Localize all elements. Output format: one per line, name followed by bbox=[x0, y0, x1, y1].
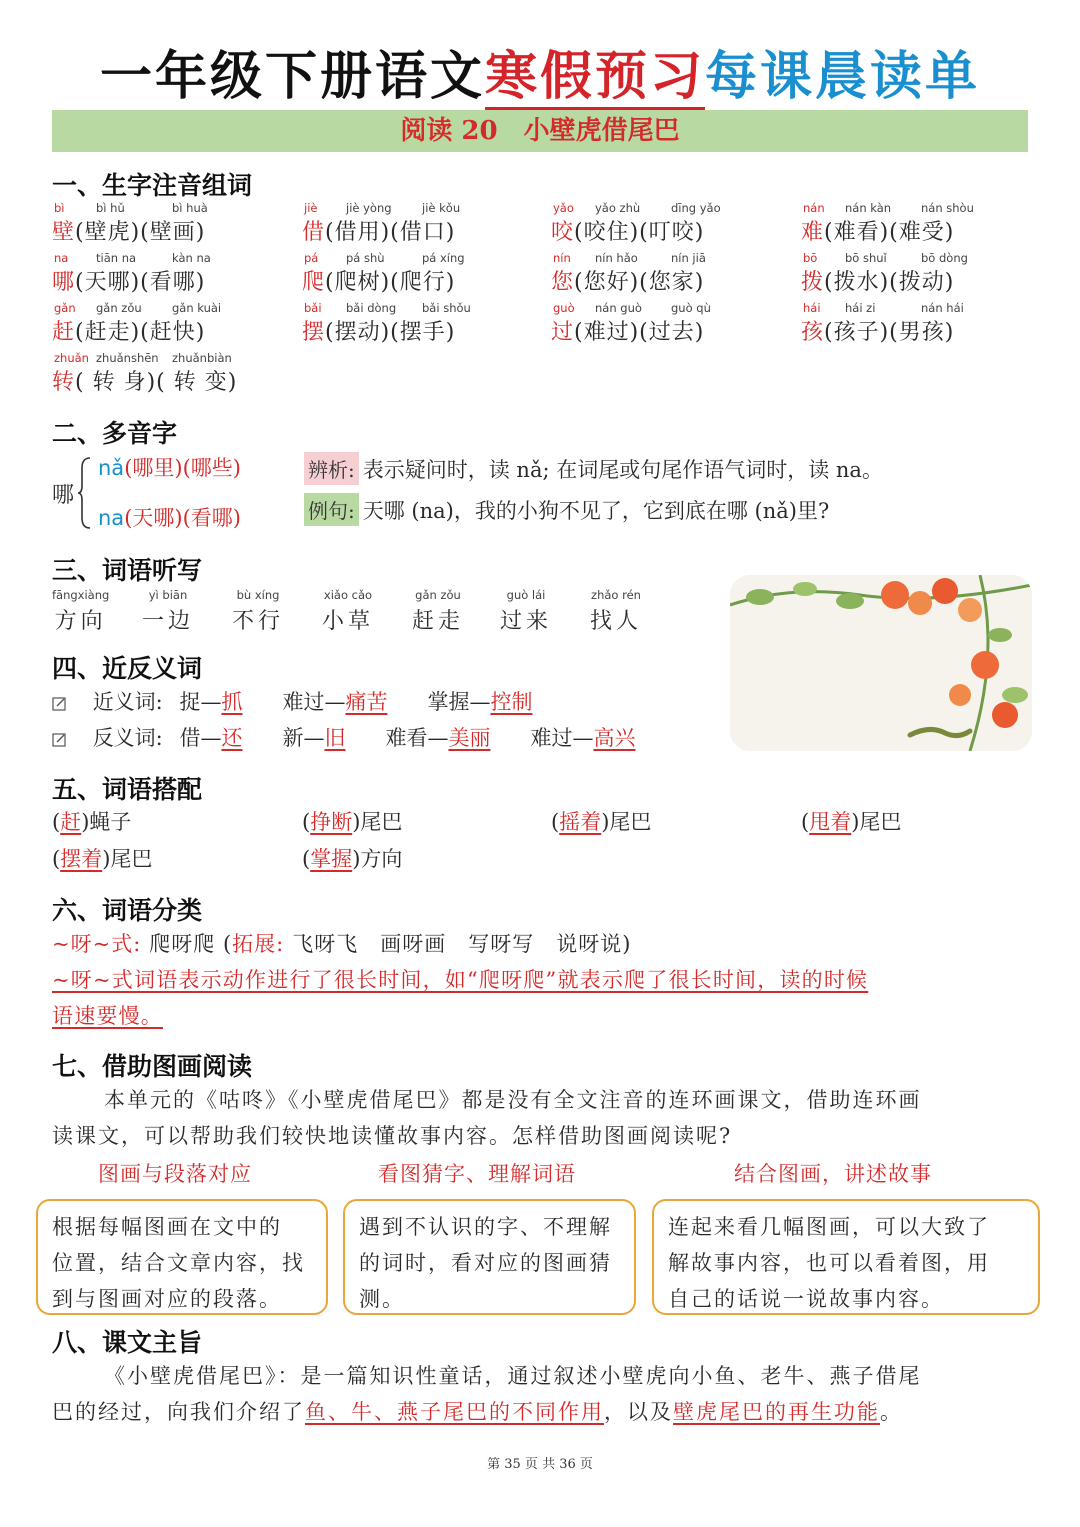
new-char: 借 bbox=[302, 220, 326, 245]
pinyin-text: bì bbox=[54, 201, 65, 215]
dictation-pinyin: fāngxiàng bbox=[52, 588, 110, 602]
box-line: 解故事内容，也可以看着图，用 bbox=[668, 1251, 990, 1275]
dictation-word bbox=[322, 588, 374, 635]
word-answer: 痛苦 bbox=[345, 690, 388, 714]
word-pair: (赶走)(赶快) bbox=[75, 320, 206, 345]
theme-line-1: 《小壁虎借尾巴》：是一篇知识性童话，通过叙述小壁虎向小鱼、老牛、燕子借尾 bbox=[104, 1364, 922, 1388]
theme-highlight-1: 鱼、牛、燕子尾巴的不同作用 bbox=[305, 1400, 604, 1424]
collocation-item bbox=[302, 843, 402, 873]
collocation-item bbox=[801, 806, 901, 836]
word-base: 掌握— bbox=[427, 690, 491, 714]
pinyin-text: yǎo bbox=[553, 201, 574, 215]
word-pair: (咬住)(叮咬) bbox=[574, 220, 705, 245]
dictation-hanzi: 找人 bbox=[590, 609, 643, 634]
pinyin-row bbox=[302, 201, 552, 215]
char-words bbox=[801, 315, 1051, 346]
word-pair: ( 转 身)( 转 变) bbox=[75, 370, 238, 395]
theme-text: 。 bbox=[880, 1400, 903, 1424]
pinyin-row bbox=[52, 201, 302, 215]
word-base: 捉— bbox=[179, 690, 222, 714]
dictation-hanzi: 过来 bbox=[500, 609, 553, 634]
char-entry bbox=[551, 301, 801, 351]
classification-line-2: ~呀~式词语表示动作进行了很长时间，如“爬呀爬”就表示爬了很长时间，读的时候 bbox=[52, 968, 869, 992]
pinyin-text: bō dòng bbox=[921, 251, 968, 265]
pinyin-row bbox=[52, 251, 302, 265]
dictation-hanzi: 小草 bbox=[322, 609, 375, 634]
word-pair: (借用)(借口) bbox=[325, 220, 456, 245]
theme-line-2 bbox=[52, 1394, 903, 1430]
pinyin-text: pá xíng bbox=[422, 251, 465, 265]
char-entry bbox=[52, 301, 302, 351]
section3-heading: 三、词语听写 bbox=[52, 556, 203, 585]
picture-reading-para-2: 读课文，可以帮助我们较快地读懂故事内容。怎样借助图画阅读呢? bbox=[52, 1124, 733, 1148]
pinyin-text: na bbox=[54, 251, 69, 265]
pinyin-row bbox=[551, 251, 801, 265]
dictation-hanzi: 方向 bbox=[54, 609, 107, 634]
dictation-pinyin: gǎn zǒu bbox=[415, 588, 461, 602]
char-words bbox=[52, 265, 302, 296]
pinyin-text: nán bbox=[803, 201, 825, 215]
char-words bbox=[302, 315, 552, 346]
word-pair: (孩子)(男孩) bbox=[824, 320, 955, 345]
title-part-preview: 寒假预习 bbox=[485, 47, 705, 112]
pinyin-text: hái bbox=[803, 301, 821, 315]
collocation-answer: 赶 bbox=[60, 810, 82, 834]
pinyin-text: nín hǎo bbox=[595, 251, 638, 265]
word-answer: 高兴 bbox=[593, 726, 636, 750]
pattern-label: ~呀~式: bbox=[52, 932, 142, 956]
dictation-word bbox=[142, 588, 194, 635]
word-pair: (壁虎)(壁画) bbox=[75, 220, 206, 245]
note-icon bbox=[52, 696, 68, 712]
word-pair bbox=[385, 726, 490, 750]
dictation-pinyin: xiǎo cǎo bbox=[323, 588, 373, 602]
word-pair: (爬树)(爬行) bbox=[325, 270, 456, 295]
extension-label: 拓展: bbox=[232, 932, 285, 956]
method-3: 结合图画，讲述故事 bbox=[734, 1162, 932, 1186]
page-title bbox=[0, 34, 1080, 109]
collocation-answer: 摆着 bbox=[60, 847, 103, 871]
analysis-tag: 辨析: bbox=[304, 452, 359, 485]
pinyin-text: kàn na bbox=[172, 251, 211, 265]
collocation-item bbox=[551, 806, 651, 836]
synonym-list bbox=[169, 690, 532, 714]
char-entry bbox=[52, 201, 302, 251]
char-words bbox=[302, 215, 552, 246]
collocation-noun: 尾巴 bbox=[859, 810, 902, 834]
char-entry bbox=[302, 301, 552, 351]
word-base: 难看— bbox=[385, 726, 449, 750]
new-char: 壁 bbox=[52, 220, 76, 245]
section7-heading: 七、借助图画阅读 bbox=[52, 1052, 253, 1081]
pinyin-text: nán kàn bbox=[845, 201, 892, 215]
pinyin-text: nín jiā bbox=[671, 251, 706, 265]
dictation-pinyin: bù xíng bbox=[236, 588, 280, 602]
dictation-word bbox=[52, 588, 109, 635]
collocation-answer: 甩着 bbox=[809, 810, 852, 834]
word-pair: (难过)(过去) bbox=[574, 320, 705, 345]
theme-highlight-2: 壁虎尾巴的再生功能 bbox=[673, 1400, 880, 1424]
paren: ) bbox=[851, 810, 860, 834]
section5-heading: 五、词语搭配 bbox=[52, 775, 203, 804]
box-line: 位置，结合文章内容，找 bbox=[52, 1251, 305, 1275]
word-pair bbox=[179, 690, 242, 714]
char-entry bbox=[551, 251, 801, 301]
section1-heading: 一、生字注音组词 bbox=[52, 171, 253, 200]
word-pair bbox=[179, 726, 242, 750]
box-line: 到与图画对应的段落。 bbox=[52, 1287, 282, 1311]
char-words bbox=[551, 265, 801, 296]
word-pair bbox=[530, 726, 635, 750]
pinyin-text: zhuǎnbiàn bbox=[172, 351, 232, 365]
polyphone-reading-2 bbox=[98, 502, 241, 532]
dictation-word bbox=[412, 588, 464, 635]
paren: ) bbox=[352, 810, 361, 834]
collocation-noun: 尾巴 bbox=[609, 810, 652, 834]
pinyin-text: nán shòu bbox=[921, 201, 974, 215]
char-words bbox=[551, 315, 801, 346]
char-entry bbox=[302, 251, 552, 301]
example-tag: 例句: bbox=[304, 493, 359, 526]
paren: ) bbox=[352, 847, 361, 871]
pinyin-text: tiān na bbox=[96, 251, 137, 265]
pinyin-text: nán guò bbox=[595, 301, 642, 315]
pinyin-row bbox=[801, 251, 1051, 265]
antonym-list bbox=[169, 726, 635, 750]
paren: ( bbox=[302, 810, 311, 834]
pinyin-text: gǎn zǒu bbox=[96, 301, 142, 315]
new-char: 孩 bbox=[801, 320, 825, 345]
antonym-label: 反义词: bbox=[92, 726, 163, 750]
illustration-flowers-gecko bbox=[730, 575, 1032, 751]
pinyin-text: jiè bbox=[304, 201, 318, 215]
char-entry bbox=[551, 201, 801, 251]
pinyin-text: nín bbox=[553, 251, 571, 265]
antonym-row bbox=[52, 722, 635, 752]
dictation-pinyin: guò lái bbox=[506, 588, 546, 602]
paren: ) bbox=[601, 810, 610, 834]
word-answer: 还 bbox=[221, 726, 243, 750]
paren: ) bbox=[81, 810, 90, 834]
word-answer: 抓 bbox=[221, 690, 243, 714]
section6-heading: 六、词语分类 bbox=[52, 896, 203, 925]
theme-text: ，以及 bbox=[604, 1400, 673, 1424]
method-2: 看图猜字、理解词语 bbox=[378, 1162, 576, 1186]
paren: ( bbox=[801, 810, 810, 834]
char-words bbox=[52, 315, 302, 346]
pinyin-text: jiè yòng bbox=[346, 201, 392, 215]
reading-1-words: (哪里)(哪些) bbox=[124, 456, 241, 480]
pinyin-text: hái zi bbox=[845, 301, 876, 315]
dictation-word bbox=[590, 588, 642, 635]
dictation-hanzi: 一边 bbox=[142, 609, 195, 634]
dictation-word bbox=[500, 588, 552, 635]
page-footer: 第 35 页 共 36 页 bbox=[487, 1457, 593, 1472]
pinyin-text: bǎi bbox=[304, 301, 322, 315]
collocation-item bbox=[52, 806, 131, 836]
classification-line-1 bbox=[52, 928, 631, 958]
collocation-noun: 尾巴 bbox=[110, 847, 153, 871]
word-pair: (天哪)(看哪) bbox=[75, 270, 206, 295]
pinyin-text: bō shuǐ bbox=[845, 251, 887, 265]
new-char: 赶 bbox=[52, 320, 76, 345]
pinyin-text: nán hái bbox=[921, 301, 964, 315]
note-icon bbox=[52, 732, 68, 748]
example-text: 天哪 (na)，我的小狗不见了，它到底在哪 (nǎ)里? bbox=[362, 499, 830, 523]
paren: ( bbox=[551, 810, 560, 834]
reading-1-pinyin: nǎ bbox=[98, 456, 125, 480]
dictation-pinyin: zhǎo rén bbox=[591, 588, 641, 602]
box-line: 根据每幅图画在文中的 bbox=[52, 1215, 282, 1239]
new-char: 摆 bbox=[302, 320, 326, 345]
box-line: 自己的话说一说故事内容。 bbox=[668, 1287, 944, 1311]
pinyin-text: bì huà bbox=[172, 201, 208, 215]
pinyin-text: bō bbox=[803, 251, 818, 265]
box-line: 测。 bbox=[359, 1287, 405, 1311]
method-box-1 bbox=[36, 1199, 328, 1315]
collocation-item bbox=[302, 806, 402, 836]
pinyin-text: jiè kǒu bbox=[422, 201, 461, 215]
brace-icon bbox=[78, 456, 92, 530]
word-base: 难过— bbox=[282, 690, 346, 714]
analysis-row bbox=[304, 452, 883, 485]
collocation-answer: 摇着 bbox=[559, 810, 602, 834]
classification-line-3: 语速要慢。 bbox=[52, 1004, 163, 1028]
char-words bbox=[52, 215, 302, 246]
word-pair: (难看)(难受) bbox=[824, 220, 955, 245]
new-char: 爬 bbox=[302, 270, 326, 295]
polyphone-reading-1 bbox=[98, 452, 241, 482]
word-pair bbox=[282, 726, 345, 750]
collocation-noun: 尾巴 bbox=[360, 810, 403, 834]
char-entry bbox=[801, 201, 1051, 251]
pinyin-text: bǎi dòng bbox=[346, 301, 397, 315]
char-entry bbox=[801, 251, 1051, 301]
theme-text: 巴的经过，向我们介绍了 bbox=[52, 1400, 305, 1424]
title-part-reading: 每课晨读单 bbox=[705, 47, 981, 107]
pinyin-text: gǎn bbox=[54, 301, 76, 315]
section4-heading: 四、近反义词 bbox=[52, 654, 203, 683]
dictation-hanzi: 赶走 bbox=[412, 609, 465, 634]
pinyin-row bbox=[302, 301, 552, 315]
word-base: 新— bbox=[282, 726, 325, 750]
collocation-noun: 蝇子 bbox=[89, 810, 132, 834]
lesson-banner bbox=[52, 110, 1028, 152]
pinyin-row bbox=[551, 301, 801, 315]
pinyin-text: gǎn kuài bbox=[172, 301, 222, 315]
char-entry bbox=[52, 351, 302, 401]
collocation-item bbox=[52, 843, 152, 873]
pinyin-text: guò qù bbox=[671, 301, 711, 315]
example-row bbox=[304, 493, 829, 526]
pinyin-row bbox=[302, 251, 552, 265]
paren: ( bbox=[52, 810, 61, 834]
new-char: 难 bbox=[801, 220, 825, 245]
char-words bbox=[801, 215, 1051, 246]
pinyin-text: yǎo zhù bbox=[595, 201, 641, 215]
pinyin-row bbox=[551, 201, 801, 215]
char-words bbox=[801, 265, 1051, 296]
dictation-pinyin: yì biān bbox=[148, 588, 188, 602]
char-entry bbox=[801, 301, 1051, 351]
char-entry bbox=[302, 201, 552, 251]
pinyin-text: guò bbox=[553, 301, 575, 315]
pinyin-text: zhuǎn bbox=[54, 351, 89, 365]
pinyin-row bbox=[52, 351, 302, 365]
picture-reading-para-1: 本单元的《咕咚》《小壁虎借尾巴》都是没有全文注音的连环画课文，借助连环画 bbox=[104, 1088, 922, 1112]
reading-2-pinyin: na bbox=[98, 506, 125, 530]
box-line: 遇到不认识的字、不理解 bbox=[359, 1215, 612, 1239]
extension-examples: 飞呀飞 画呀画 写呀写 说呀说) bbox=[292, 932, 632, 956]
char-words bbox=[52, 365, 302, 396]
new-char: 转 bbox=[52, 370, 76, 395]
word-pair: (拨水)(拨动) bbox=[824, 270, 955, 295]
pinyin-text: zhuǎnshēn bbox=[96, 351, 159, 365]
new-char: 您 bbox=[551, 270, 575, 295]
paren: ( bbox=[52, 847, 61, 871]
synonym-label: 近义词: bbox=[92, 690, 163, 714]
box-line: 的词时，看对应的图画猜 bbox=[359, 1251, 612, 1275]
new-char: 过 bbox=[551, 320, 575, 345]
new-char: 咬 bbox=[551, 220, 575, 245]
new-char: 拨 bbox=[801, 270, 825, 295]
analysis-text: 表示疑问时，读 nǎ; 在词尾或句尾作语气词时，读 na。 bbox=[362, 458, 883, 482]
pinyin-text: bǎi shǒu bbox=[422, 301, 471, 315]
dictation-word bbox=[232, 588, 284, 635]
method-box-2 bbox=[343, 1199, 636, 1315]
word-base: 借— bbox=[179, 726, 222, 750]
char-words bbox=[302, 265, 552, 296]
collocation-answer: 掌握 bbox=[310, 847, 353, 871]
pinyin-text: bì hǔ bbox=[96, 201, 125, 215]
word-answer: 控制 bbox=[490, 690, 533, 714]
method-1: 图画与段落对应 bbox=[98, 1162, 252, 1186]
pinyin-row bbox=[801, 301, 1051, 315]
collocation-noun: 方向 bbox=[360, 847, 403, 871]
section2-heading: 二、多音字 bbox=[52, 419, 178, 448]
char-entry bbox=[52, 251, 302, 301]
dictation-hanzi: 不行 bbox=[232, 609, 285, 634]
paren: ) bbox=[102, 847, 111, 871]
collocation-answer: 挣断 bbox=[310, 810, 353, 834]
paren: ( bbox=[302, 847, 311, 871]
method-box-3 bbox=[652, 1199, 1040, 1315]
pinyin-text: pá bbox=[304, 251, 319, 265]
box-line: 连起来看几幅图画，可以大致了 bbox=[668, 1215, 990, 1239]
new-char: 哪 bbox=[52, 270, 76, 295]
section8-heading: 八、课文主旨 bbox=[52, 1328, 203, 1357]
word-pair: (您好)(您家) bbox=[574, 270, 705, 295]
pinyin-text: dīng yǎo bbox=[671, 201, 721, 215]
lesson-title: 阅读 20 小壁虎借尾巴 bbox=[400, 116, 680, 146]
synonym-row bbox=[52, 686, 532, 716]
word-pair bbox=[282, 690, 387, 714]
word-pair: (摆动)(摆手) bbox=[325, 320, 456, 345]
char-words bbox=[551, 215, 801, 246]
pinyin-text: pá shù bbox=[346, 251, 385, 265]
polyphone-char: 哪 bbox=[52, 483, 75, 508]
word-answer: 旧 bbox=[324, 726, 346, 750]
title-part-grade: 一年级下册语文 bbox=[99, 47, 485, 107]
flower-vine-illustration bbox=[730, 575, 1032, 751]
pinyin-row bbox=[52, 301, 302, 315]
pattern-example: 爬呀爬 ( bbox=[149, 932, 233, 956]
word-base: 难过— bbox=[530, 726, 594, 750]
word-pair bbox=[427, 690, 532, 714]
reading-2-words: (天哪)(看哪) bbox=[124, 506, 241, 530]
pinyin-row bbox=[801, 201, 1051, 215]
word-answer: 美丽 bbox=[448, 726, 491, 750]
